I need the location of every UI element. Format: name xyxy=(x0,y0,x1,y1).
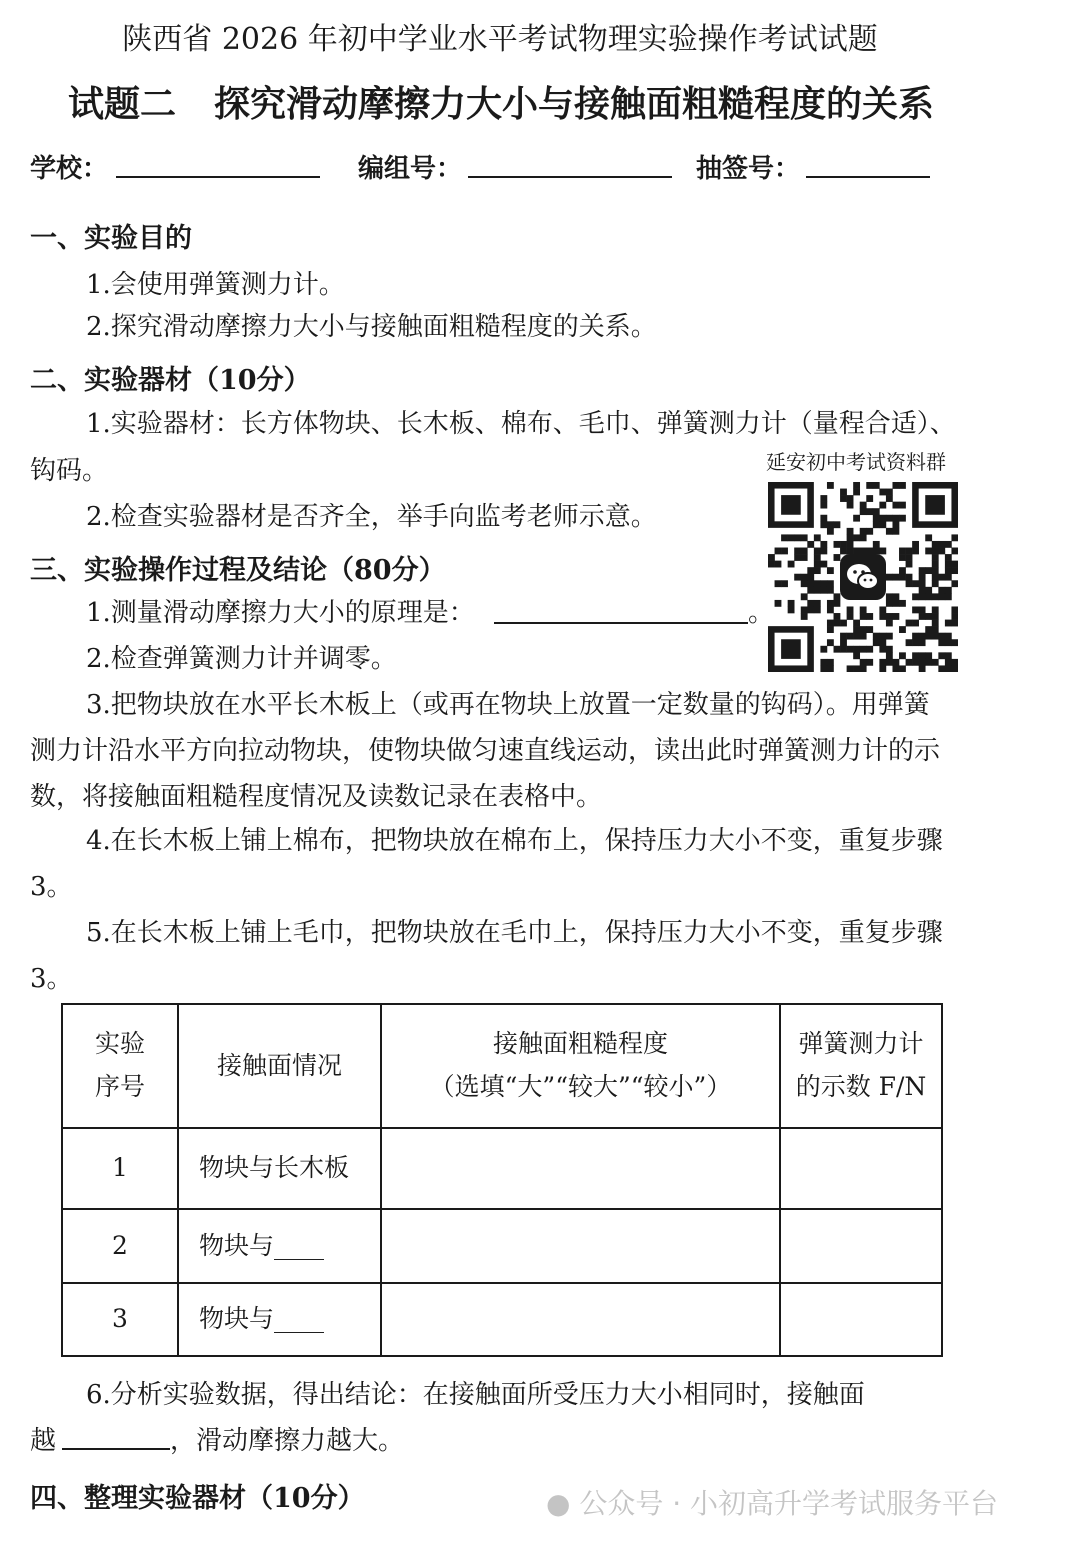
row-roughness-cell[interactable] xyxy=(381,1283,780,1356)
row-seq: 1 xyxy=(62,1128,178,1209)
watermark: ● 公众号 · 小初高升学考试服务平台 xyxy=(546,1487,999,1520)
table-row xyxy=(62,1283,942,1356)
step-5-line-2: 3。 xyxy=(30,964,73,994)
step-1-end: 。 xyxy=(748,598,775,628)
conclusion-answer-field[interactable] xyxy=(62,1448,170,1450)
step-3-line-3: 数，将接触面粗糙程度情况及读数记录在表格中。 xyxy=(30,782,603,812)
step-3-line-2: 测力计沿水平方向拉动物块，使物块做匀速直线运动，读出此时弹簧测力计的示 xyxy=(30,736,941,766)
step-5-line-1: 5.在长木板上铺上毛巾，把物块放在毛巾上，保持压力大小不变，重复步骤 xyxy=(86,918,943,948)
wechat-icon xyxy=(840,554,886,600)
row-force-cell[interactable] xyxy=(780,1128,942,1209)
header-roughness: 接触面粗糙程度 （选填“大”“较大”“较小”） xyxy=(381,1004,780,1128)
lot-label: 抽签号： xyxy=(696,154,801,184)
qr-code[interactable] xyxy=(768,482,958,672)
step-4-line-2: 3。 xyxy=(30,872,73,902)
step-1: 1.测量滑动摩擦力大小的原理是： xyxy=(86,598,475,628)
school-label: 学校： xyxy=(30,154,109,184)
section-1-heading: 一、实验目的 xyxy=(30,223,192,254)
equipment-line-2: 钩码。 xyxy=(30,456,109,486)
step-6-suffix: ，滑动摩擦力越大。 xyxy=(170,1426,405,1456)
row-surface: 物块与____ xyxy=(178,1209,381,1282)
step-3-line-1: 3.把物块放在水平长木板上（或再在物块上放置一定数量的钩码）。用弹簧 xyxy=(86,690,930,720)
row-seq: 2 xyxy=(62,1209,178,1282)
header-force: 弹簧测力计 的示数 F/N xyxy=(780,1004,942,1128)
row-force-cell[interactable] xyxy=(780,1209,942,1282)
row-roughness-cell[interactable] xyxy=(381,1128,780,1209)
question-topic: 探究滑动摩擦力大小与接触面粗糙程度的关系 xyxy=(214,83,935,125)
question-number: 试题二 xyxy=(68,83,177,125)
purpose-item-1: 1.会使用弹簧测力计。 xyxy=(86,270,345,300)
row-roughness-cell[interactable] xyxy=(381,1209,780,1282)
step-6-prefix: 越 xyxy=(30,1426,57,1456)
question-title xyxy=(68,76,934,127)
section-4-heading: 四、整理实验器材（10分） xyxy=(30,1483,365,1514)
exam-title: 陕西省 2026 年初中学业水平考试物理实验操作考试试题 xyxy=(122,22,878,57)
data-table xyxy=(61,1003,943,1357)
equipment-line-1: 1.实验器材：长方体物块、长木板、棉布、毛巾、弹簧测力计（量程合适）、 xyxy=(86,409,956,439)
lot-field[interactable] xyxy=(806,176,930,178)
row-surface: 物块与长木板 xyxy=(178,1128,381,1209)
principle-answer-field[interactable] xyxy=(494,622,748,624)
qr-caption: 延安初中考试资料群 xyxy=(766,450,946,474)
row-surface: 物块与____ xyxy=(178,1283,381,1356)
header-surface: 接触面情况 xyxy=(178,1004,381,1128)
table-header-row xyxy=(62,1004,942,1128)
section-2-heading: 二、实验器材（10分） xyxy=(30,365,311,396)
purpose-item-2: 2.探究滑动摩擦力大小与接触面粗糙程度的关系。 xyxy=(86,312,657,342)
table-row xyxy=(62,1209,942,1282)
section-3-heading: 三、实验操作过程及结论（80分） xyxy=(30,555,446,586)
table-row xyxy=(62,1128,942,1209)
step-2: 2.检查弹簧测力计并调零。 xyxy=(86,644,397,674)
step-6-line-1: 6.分析实验数据，得出结论：在接触面所受压力大小相同时，接触面 xyxy=(86,1380,865,1410)
row-seq: 3 xyxy=(62,1283,178,1356)
wechat-watermark-icon: ● xyxy=(546,1487,571,1520)
row-force-cell[interactable] xyxy=(780,1283,942,1356)
step-4-line-1: 4.在长木板上铺上棉布，把物块放在棉布上，保持压力大小不变，重复步骤 xyxy=(86,826,943,856)
group-label: 编组号： xyxy=(358,154,463,184)
header-seq: 实验 序号 xyxy=(62,1004,178,1128)
group-field[interactable] xyxy=(468,176,672,178)
equipment-check: 2.检查实验器材是否齐全，举手向监考老师示意。 xyxy=(86,502,657,532)
school-field[interactable] xyxy=(116,176,320,178)
